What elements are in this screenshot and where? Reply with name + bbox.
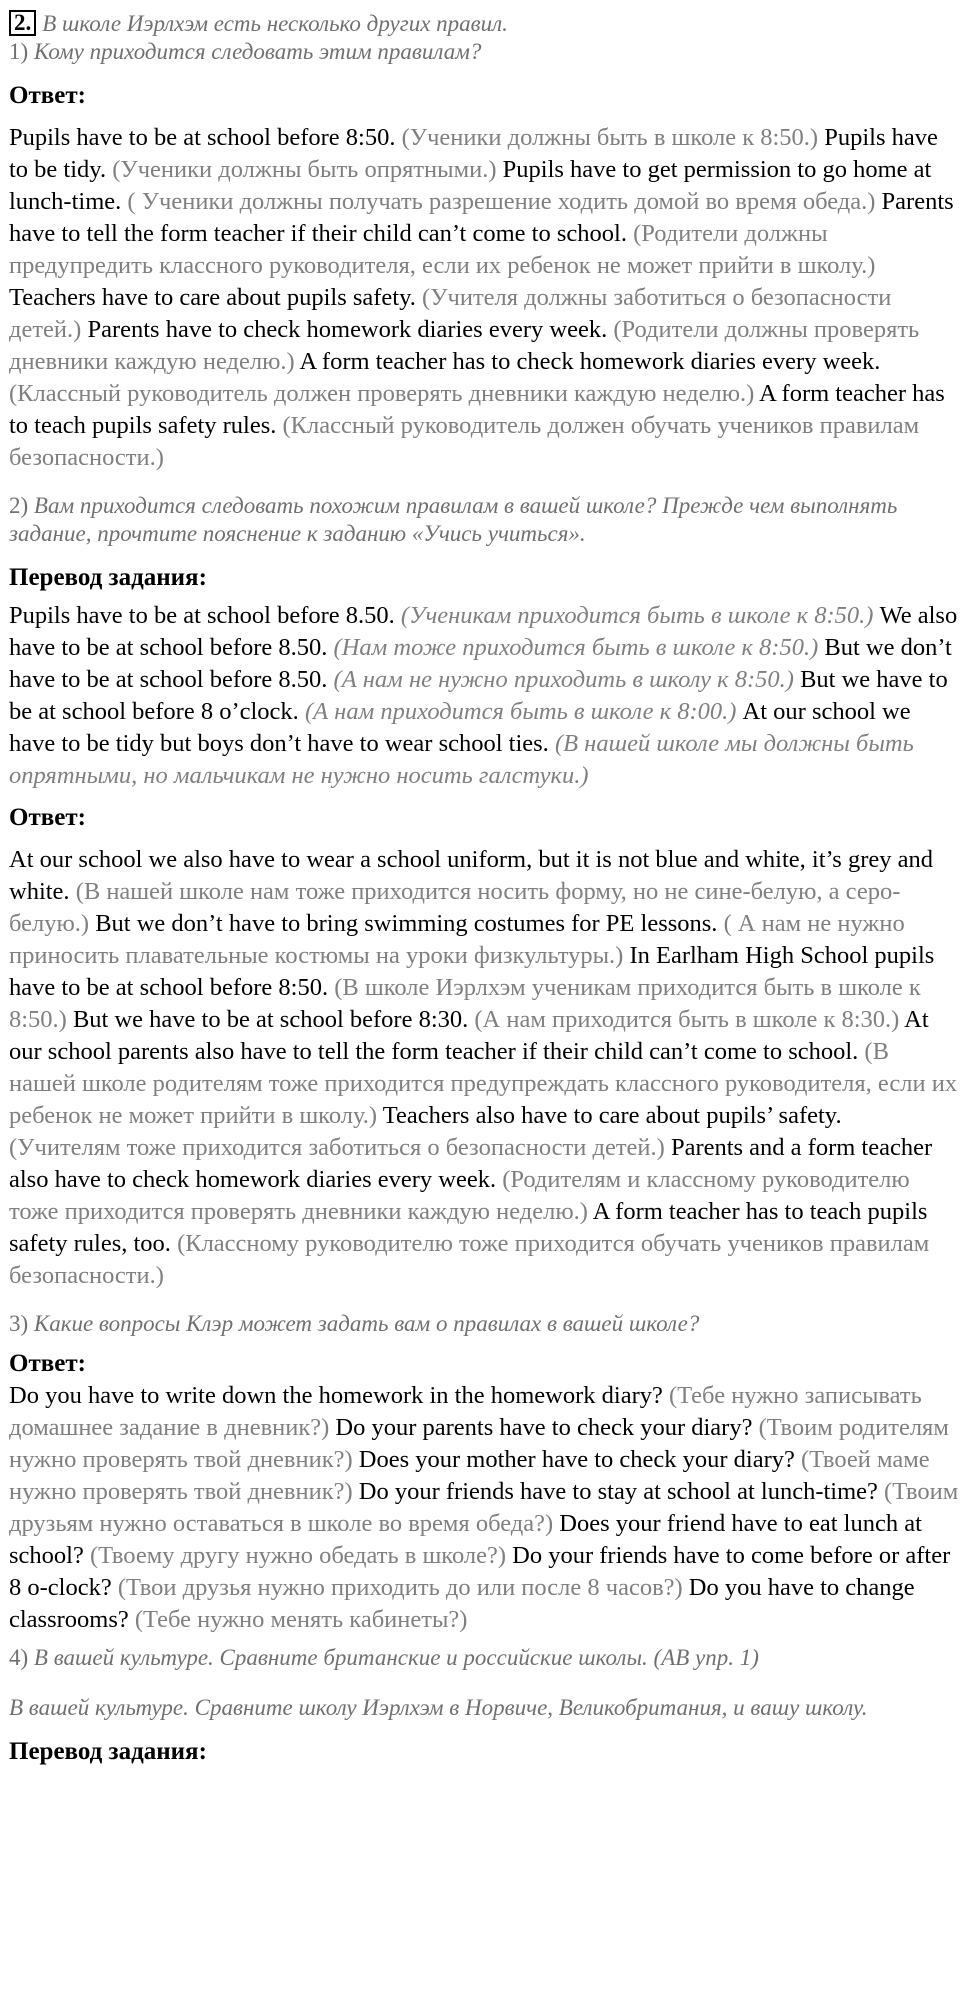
question-4-subtask: В вашей культуре. Сравните школу Иэрлхэм в Норвиче, Великобритания, и вашу школу. (9, 1695, 868, 1720)
english-sentence: But we have to be at school before 8 o’clock. (9, 666, 948, 725)
q2-answer-label: Ответ: (9, 804, 86, 831)
russian-translation: ( А нам не нужно приносить плавательные костюмы на уроки физкультуры.) (9, 910, 905, 969)
english-sentence: Do your parents have to check your diary? (335, 1414, 759, 1441)
q4-translation-label: Перевод задания: (9, 1738, 207, 1765)
q3-answer-text (9, 1380, 959, 1636)
russian-translation: (Классный руководитель должен проверять дневники каждую неделю.) (9, 380, 760, 407)
english-sentence: Teachers have to care about pupils safety. (9, 284, 423, 311)
russian-translation: (А нам приходится быть в школе к 8:00.) (304, 698, 743, 725)
english-sentence: At our school parents also have to tell the form teacher if their child can’t come to school. (9, 1006, 929, 1065)
russian-translation: (Классному руководителю тоже приходится обучать учеников правилам безопасности.) (9, 1230, 930, 1289)
question-1-number: 1) (9, 39, 29, 64)
russian-translation: (Твоим родителям нужно проверять твой дневник?) (9, 1414, 949, 1473)
english-sentence: Parents have to check homework diaries every week. (87, 316, 614, 343)
q2-translation-text (9, 600, 959, 792)
russian-translation: (В школе Иэрлхэм ученикам приходится быть в школе к 8:50.) (9, 974, 921, 1033)
english-sentence: In Earlham High School pupils have to be at school before 8:50. (9, 942, 935, 1001)
english-sentence: Parents and a form teacher also have to check homework diaries every week. (9, 1134, 933, 1193)
english-sentence: Pupils have to be tidy. (9, 124, 938, 183)
english-sentence: Do you have to change classrooms? (9, 1574, 915, 1633)
task-intro-line (9, 10, 959, 38)
english-sentence: At our school we have to be tidy but boys don’t have to wear school ties. (9, 698, 911, 757)
russian-translation: (В нашей школе нам тоже приходится носить форму, но не сине-белую, а серо-белую.) (9, 878, 901, 937)
russian-translation: (Классный руководитель должен обучать учеников правилам безопасности.) (9, 412, 920, 471)
english-sentence: Parents have to tell the form teacher if their child can’t come to school. (9, 188, 954, 247)
english-sentence: Do you have to write down the homework in the homework diary? (9, 1382, 669, 1409)
q2-translation-label: Перевод задания: (9, 564, 207, 591)
question-4 (9, 1644, 959, 1672)
russian-translation: (Родители должны проверять дневники каждую неделю.) (9, 316, 920, 375)
russian-translation: (А нам не нужно приходить в школу к 8:50.) (333, 666, 801, 693)
russian-translation: (Учителям тоже приходится заботиться о безопасности детей.) (9, 1134, 671, 1161)
english-sentence: Do your friends have to come before or after 8 o-clock? (9, 1542, 951, 1601)
english-sentence: But we have to be at school before 8:30. (72, 1006, 475, 1033)
q3-answer-label: Ответ: (9, 1350, 86, 1377)
russian-translation: ( Ученики должны получать разрешение ходить домой во время обеда.) (127, 188, 882, 215)
question-2 (9, 492, 959, 548)
russian-translation: (Ученики должны быть опрятными.) (112, 156, 503, 183)
task-intro: В школе Иэрлхэм есть несколько других правил. (42, 11, 508, 36)
question-3-number: 3) (9, 1311, 29, 1336)
russian-translation: (А нам приходится быть в школе к 8:30.) (474, 1006, 905, 1033)
russian-translation: (В нашей школе мы должны быть опрятными, но мальчикам не нужно носить галстуки.) (9, 730, 914, 789)
russian-translation: (Учителя должны заботиться о безопасности детей.) (9, 284, 892, 343)
english-sentence: At our school we also have to wear a school uniform, but it is not blue and white, it’s grey and white. (9, 846, 934, 905)
question-4-number: 4) (9, 1645, 29, 1670)
english-sentence: Teachers also have to care about pupils’ safety. (382, 1102, 842, 1129)
russian-translation: (Ученикам приходится быть в школе к 8:50.) (400, 602, 880, 629)
russian-translation: (Ученики должны быть в школе к 8:50.) (401, 124, 825, 151)
english-sentence: Does your friend have to eat lunch at school? (9, 1510, 922, 1569)
q1-answer-label: Ответ: (9, 82, 86, 109)
english-sentence: A form teacher has to teach pupils safety rules. (9, 380, 945, 439)
q2-answer-text (9, 844, 959, 1292)
question-3-text: Какие вопросы Клэр может задать вам о правилах в вашей школе? (33, 1311, 700, 1336)
english-sentence: Pupils have to get permission to go home at lunch-time. (9, 156, 932, 215)
english-sentence: A form teacher has to teach pupils safety rules, too. (9, 1198, 928, 1257)
russian-translation: (Тебе нужно записывать домашнее задание в дневник?) (9, 1382, 922, 1441)
english-sentence: We also have to be at school before 8.50. (9, 602, 958, 661)
task-number: 2. (9, 10, 36, 36)
q1-answer-text (9, 122, 959, 474)
english-sentence: Do your friends have to stay at school at lunch-time? (358, 1478, 885, 1505)
russian-translation: (Тебе нужно менять кабинеты?) (134, 1606, 468, 1633)
russian-translation: (Твоему другу нужно обедать в школе?) (89, 1542, 513, 1569)
question-2-number: 2) (9, 493, 29, 518)
question-1-text: Кому приходится следовать этим правилам? (33, 39, 482, 64)
russian-translation: (Твоей маме нужно проверять твой дневник?) (9, 1446, 930, 1505)
russian-translation: (Нам тоже приходится быть в школе к 8:50.) (333, 634, 825, 661)
question-2-text: Вам приходится следовать похожим правилам в вашей школе? Прежде чем выполнять задание, прочтите пояснение к заданию «Учись учиться». (9, 493, 898, 546)
english-sentence: But we don’t have to bring swimming costumes for PE lessons. (95, 910, 724, 937)
english-sentence: Does your mother have to check your diary? (358, 1446, 802, 1473)
english-sentence: Pupils have to be at school before 8.50. (9, 602, 401, 629)
english-sentence: But we don’t have to be at school before 8.50. (9, 634, 952, 693)
exercise-page (9, 10, 959, 2000)
russian-translation: (В нашей школе родителям тоже приходится предупреждать классного руководителя, если их ребенок не может прийти в школу.) (9, 1038, 958, 1129)
russian-translation: (Твоим друзьям нужно оставаться в школе во время обеда?) (9, 1478, 959, 1537)
russian-translation: (Родителям и классному руководителю тоже приходится проверять дневники каждую неделю.) (9, 1166, 910, 1225)
question-3 (9, 1310, 959, 1338)
question-1 (9, 38, 959, 66)
russian-translation: (Твои друзья нужно приходить до или после 8 часов?) (117, 1574, 689, 1601)
english-sentence: A form teacher has to check homework diaries every week. (299, 348, 881, 375)
question-4-text: В вашей культуре. Сравните британские и российские школы. (АВ упр. 1) (33, 1645, 759, 1670)
english-sentence: Pupils have to be at school before 8:50. (9, 124, 402, 151)
russian-translation: (Родители должны предупредить классного руководителя, если их ребенок не может прийти в школу.) (9, 220, 876, 279)
